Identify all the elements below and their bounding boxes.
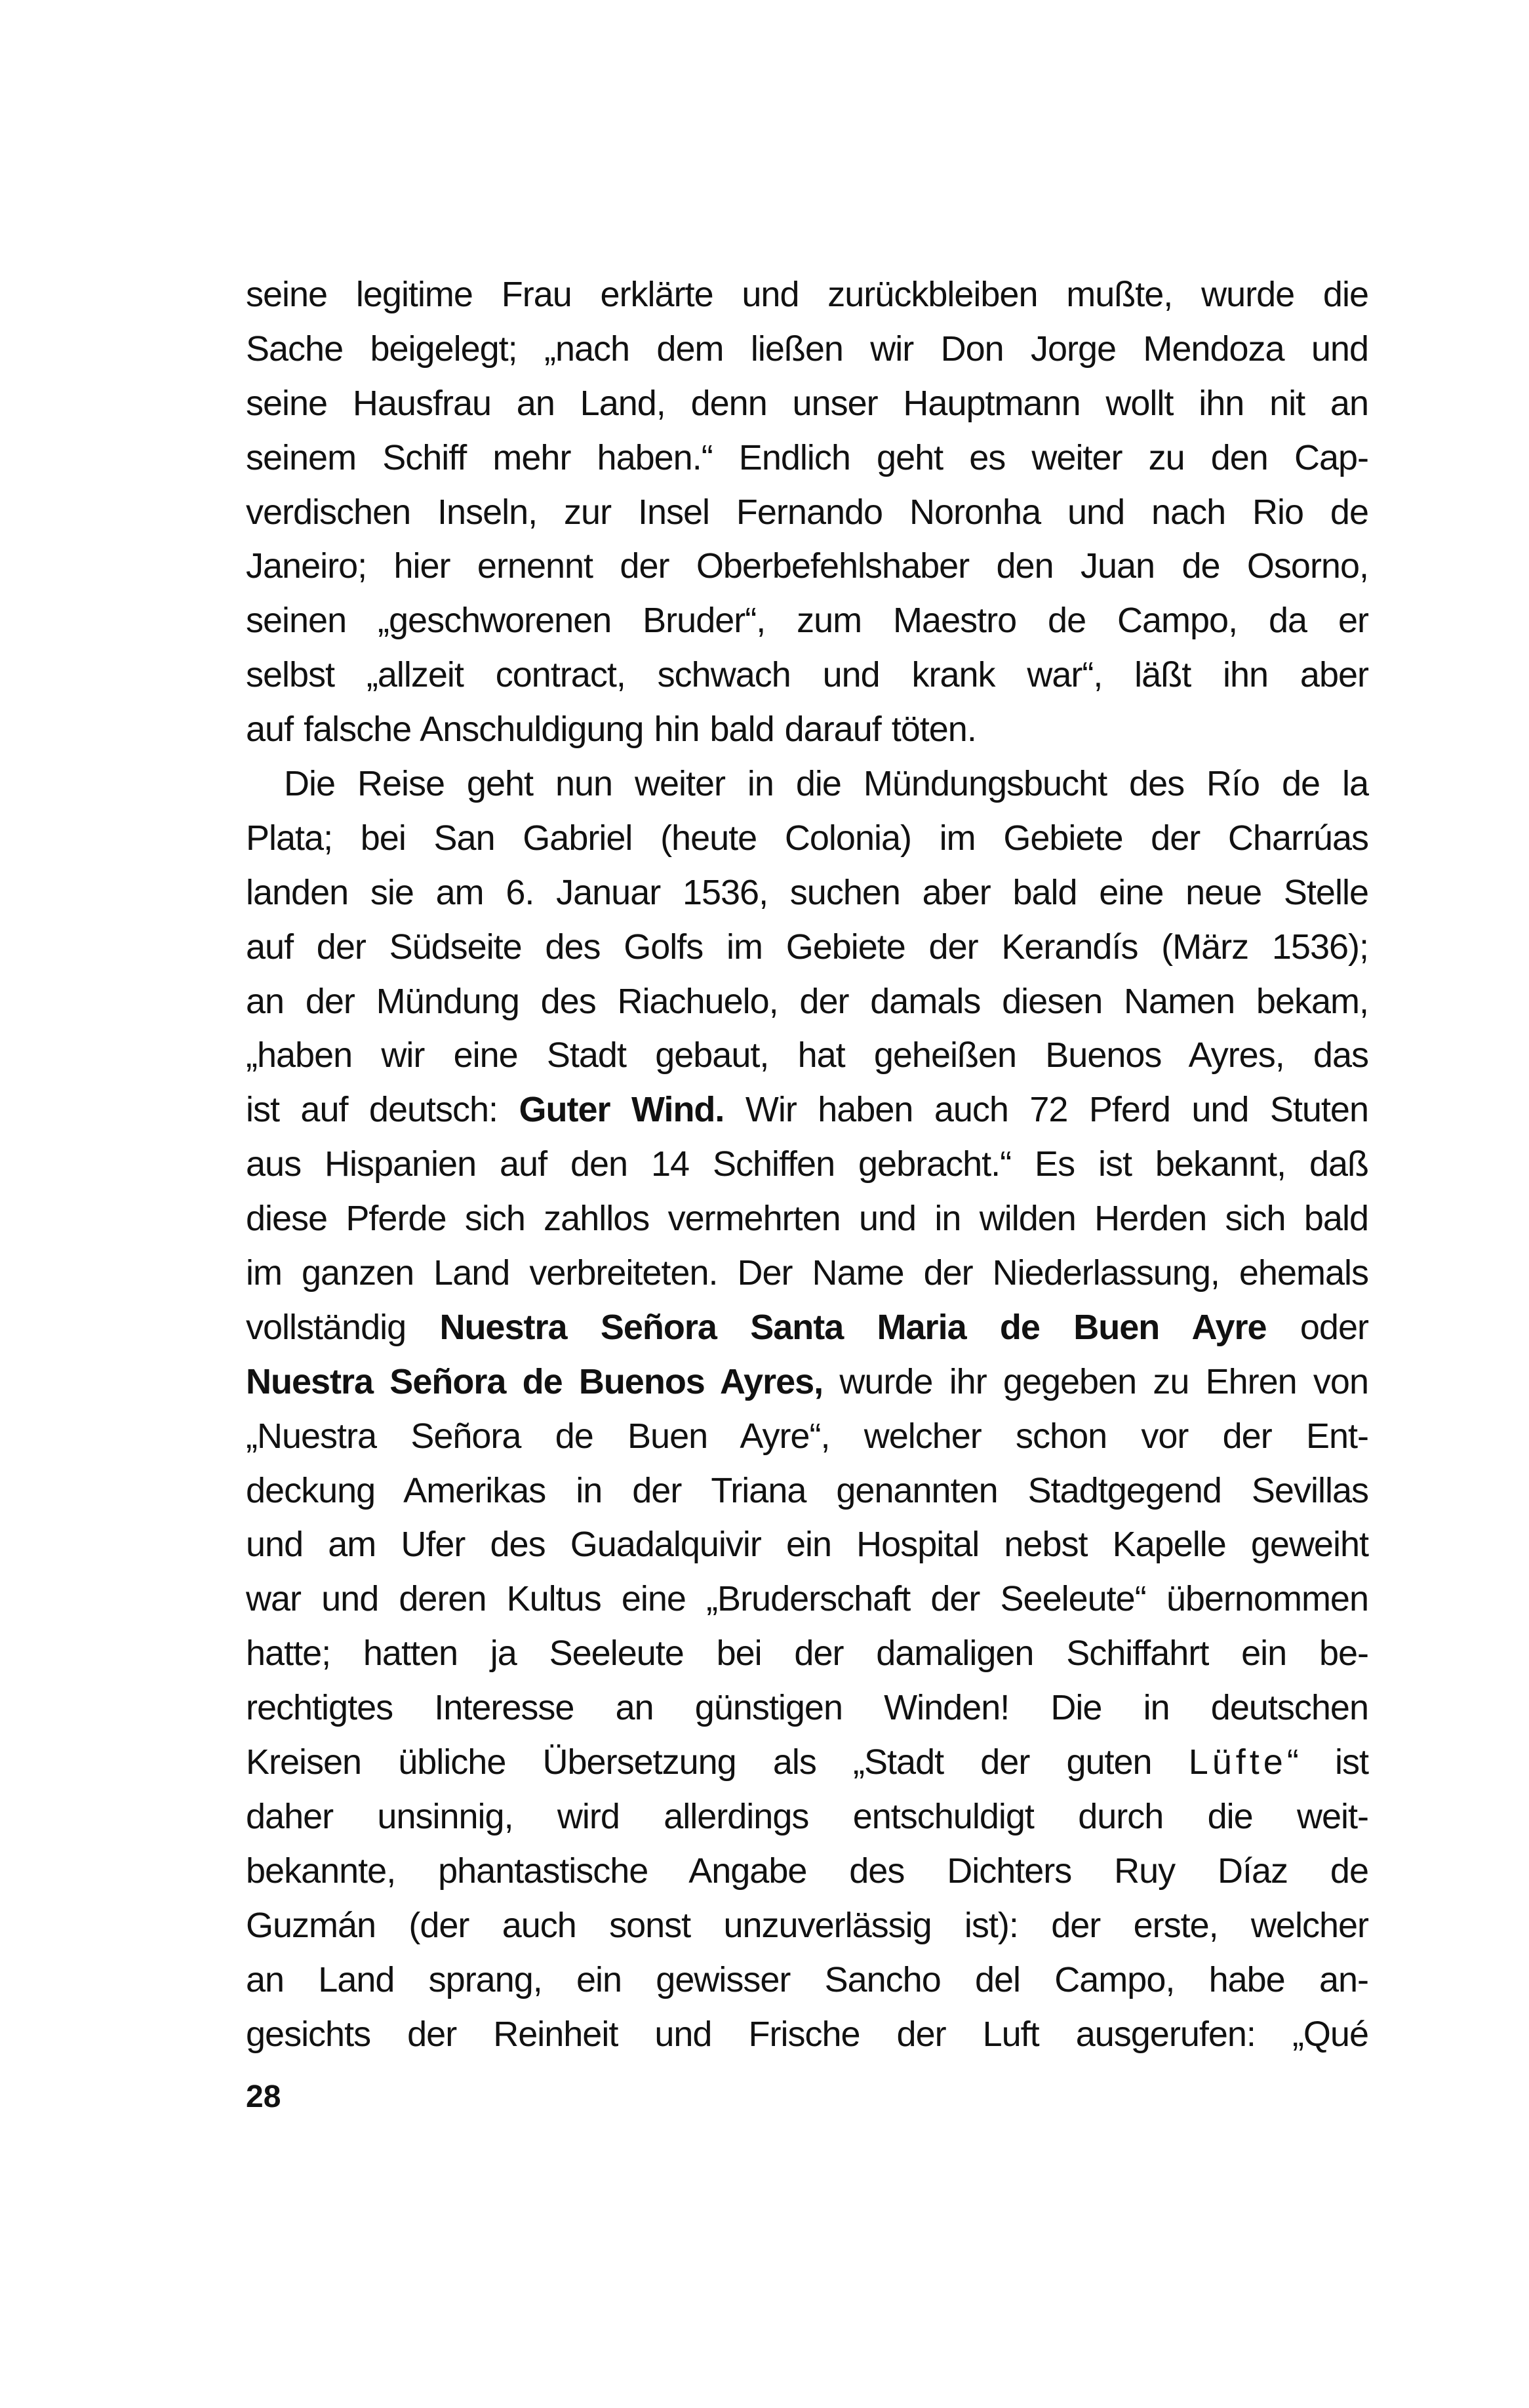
text-segment: war und deren Kultus eine „Bruderschaft der Seeleute“ übernommen [246, 1579, 1368, 1619]
text-line [246, 1300, 1368, 1355]
text-line [246, 1735, 1368, 1790]
text-line [246, 1517, 1368, 1572]
text-line [246, 1192, 1368, 1246]
text-segment: bekannte, phantastische Angabe des Dichters Ruy Díaz de [246, 1851, 1368, 1891]
text-line [246, 1083, 1368, 1137]
text-line [246, 1409, 1368, 1464]
bold-text: Nuestra Señora Santa Maria de Buen Ayre [439, 1307, 1267, 1347]
text-segment: „haben wir eine Stadt gebaut, hat geheißen Buenos Ayres, das [246, 1035, 1368, 1075]
text-segment: oder [1266, 1307, 1368, 1347]
text-segment: Die Reise geht nun weiter in die Mündungsbucht des Río de la [284, 764, 1368, 804]
text-segment: seine legitime Frau erklärte und zurückbleiben mußte, wurde die [246, 275, 1368, 314]
text-line [246, 811, 1368, 866]
text-segment: deckung Amerikas in der Triana genannten Stadtgegend Sevillas [246, 1470, 1368, 1510]
text-line [246, 431, 1368, 485]
text-line [246, 920, 1368, 974]
text-segment: landen sie am 6. Januar 1536, suchen aber bald eine neue Stelle [246, 872, 1368, 912]
text-segment: an Land sprang, ein gewisser Sancho del Campo, habe an- [246, 1959, 1368, 1999]
text-segment: Janeiro; hier ernennt der Oberbefehlshaber den Juan de Osorno, [246, 546, 1368, 586]
text-line [246, 268, 1368, 322]
text-line [246, 593, 1368, 648]
text-segment: vollständig [246, 1307, 440, 1347]
text-segment: an der Mündung des Riachuelo, der damals diesen Namen bekam, [246, 981, 1368, 1021]
text-line [246, 539, 1368, 593]
text-segment: verdischen Inseln, zur Insel Fernando Noronha und nach Rio de [246, 492, 1368, 532]
text-line [246, 485, 1368, 540]
text-line [246, 648, 1368, 702]
text-line [246, 866, 1368, 920]
text-segment: Guzmán (der auch sonst unzuverlässig ist): der erste, welcher [246, 1905, 1368, 1945]
text-line [246, 1844, 1368, 1898]
text-line [246, 1464, 1368, 1518]
text-line [246, 1028, 1368, 1083]
text-segment: wurde ihr gegeben zu Ehren von [823, 1361, 1368, 1401]
text-line [246, 322, 1368, 376]
text-segment: im ganzen Land verbreiteten. Der Name der Niederlassung, ehemals [246, 1253, 1368, 1293]
text-segment: seine Hausfrau an Land, denn unser Hauptmann wollt ihn nit an [246, 383, 1368, 423]
text-line [246, 1355, 1368, 1409]
text-segment: hatte; hatten ja Seeleute bei der damaligen Schiffahrt ein be- [246, 1634, 1368, 1674]
text-segment: “ ist [1286, 1742, 1368, 1782]
text-line [246, 1246, 1368, 1300]
text-line [246, 702, 1368, 757]
text-line [246, 1953, 1368, 2007]
page-number: 28 [246, 2079, 281, 2114]
text-segment: daher unsinnig, wird allerdings entschuldigt durch die weit- [246, 1796, 1368, 1836]
text-line [246, 1626, 1368, 1681]
text-segment: Sache beigelegt; „nach dem ließen wir Don Jorge Mendoza und [246, 329, 1368, 369]
bold-text: Guter Wind. [519, 1090, 725, 1130]
text-segment: auf der Südseite des Golfs im Gebiete der Kerandís (März 1536); [246, 927, 1368, 967]
text-segment: Wir haben auch 72 Pferd und Stuten [724, 1090, 1368, 1130]
text-segment: selbst „allzeit contract, schwach und krank war“, läßt ihn aber [246, 655, 1368, 695]
text-segment: aus Hispanien auf den 14 Schiffen gebracht.“ Es ist bekannt, daß [246, 1144, 1368, 1184]
text-segment: und am Ufer des Guadalquivir ein Hospital nebst Kapelle geweiht [246, 1525, 1368, 1565]
text-segment: seinem Schiff mehr haben.“ Endlich geht es weiter zu den Cap- [246, 437, 1368, 477]
text-segment: gesichts der Reinheit und Frische der Luft ausgerufen: „Qué [246, 2014, 1368, 2054]
bold-text: Nuestra Señora de Buenos Ayres, [246, 1361, 824, 1401]
text-line [246, 1572, 1368, 1626]
text-segment: „Nuestra Señora de Buen Ayre“, welcher schon vor der Ent- [246, 1416, 1368, 1456]
text-line [246, 757, 1368, 811]
text-line [246, 1681, 1368, 1735]
text-line [246, 974, 1368, 1029]
text-segment: Plata; bei San Gabriel (heute Colonia) im Gebiete der Charrúas [246, 818, 1368, 858]
text-segment: diese Pferde sich zahllos vermehrten und in wilden Herden sich bald [246, 1199, 1368, 1239]
text-line [246, 1898, 1368, 1953]
text-segment: seinen „geschworenen Bruder“, zum Maestro de Campo, da er [246, 601, 1368, 641]
text-segment: Kreisen übliche Übersetzung als „Stadt der guten [246, 1742, 1189, 1782]
text-segment: auf falsche Anschuldigung hin bald darauf töten. [246, 710, 976, 750]
page-body-text [246, 268, 1368, 2061]
text-line [246, 1137, 1368, 1192]
text-line [246, 376, 1368, 431]
text-segment: ist auf deutsch: [246, 1090, 519, 1130]
text-segment: Lüfte [1188, 1742, 1287, 1782]
text-line [246, 1790, 1368, 1844]
text-line [246, 2007, 1368, 2062]
text-segment: rechtigtes Interesse an günstigen Winden! Die in deutschen [246, 1688, 1368, 1728]
